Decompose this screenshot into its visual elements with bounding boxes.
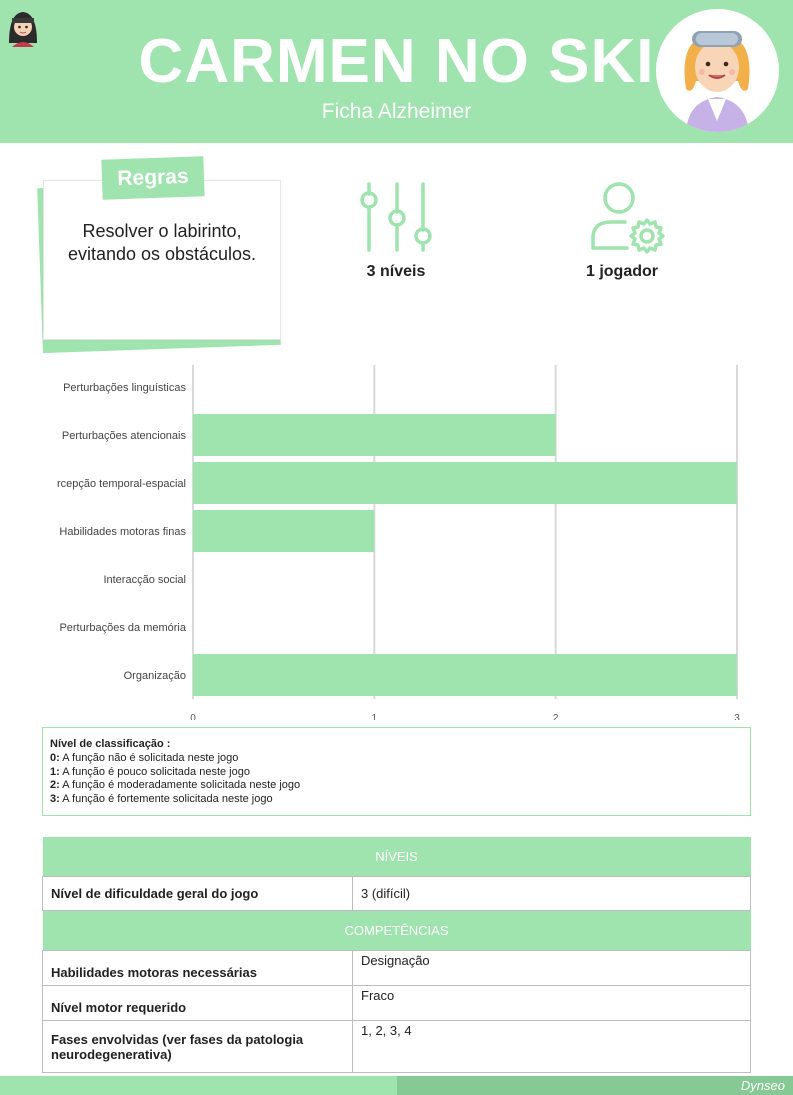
category-label: rcepção temporal-espacial xyxy=(56,478,186,490)
legend-title: Nível de classificação : xyxy=(50,738,171,750)
brand-logo: Dynseo xyxy=(740,1078,785,1093)
x-tick-label: 2 xyxy=(552,713,559,720)
legend-line: 3: A função é fortemente solicitada neste jogo xyxy=(50,793,273,805)
levels-heading: NÍVEIS xyxy=(43,837,751,877)
bar xyxy=(193,462,737,504)
category-label: Perturbações da memória xyxy=(59,622,186,634)
skills-heading: COMPETÊNCIAS xyxy=(43,911,751,951)
category-label: Perturbações linguísticas xyxy=(63,382,186,394)
players-count: 1 jogador xyxy=(585,263,658,280)
user-gear-icon xyxy=(589,180,669,256)
category-label: Habilidades motoras finas xyxy=(59,526,186,538)
bar xyxy=(193,414,556,456)
skill-value: Fraco xyxy=(353,986,751,1021)
levels-table xyxy=(42,837,751,1073)
legend-line: 2: A função é moderadamente solicitada neste jogo xyxy=(50,779,301,791)
skill-label: Habilidades motoras necessárias xyxy=(43,951,353,986)
x-tick-label: 0 xyxy=(190,713,196,720)
levels-count: 3 níveis xyxy=(366,263,426,280)
x-tick-label: 1 xyxy=(371,713,378,720)
category-label: Perturbações atencionais xyxy=(61,430,186,442)
character-avatar xyxy=(656,9,779,132)
rules-tag: Regras xyxy=(101,156,204,200)
skill-label: Fases envolvidas (ver fases da patologia neurodegenerativa) xyxy=(43,1021,353,1073)
skill-value: Designação xyxy=(353,951,751,986)
rating-legend xyxy=(42,727,751,816)
bar xyxy=(193,654,737,696)
footer-bar-right xyxy=(397,1076,793,1095)
x-tick-label: 3 xyxy=(734,713,740,720)
category-label: Organização xyxy=(123,670,186,682)
category-label: Interacção social xyxy=(103,574,186,586)
rules-text: Resolver o labirinto, evitando os obstáculos. xyxy=(67,221,257,264)
legend-line: 1: A função é pouco solicitada neste jogo xyxy=(50,766,250,778)
legend-line: 0: A função não é solicitada neste jogo xyxy=(50,752,239,764)
bar-chart xyxy=(0,360,793,720)
skill-value: 1, 2, 3, 4 xyxy=(353,1021,751,1073)
skill-label: Nível motor requerido xyxy=(43,986,353,1021)
sliders-icon xyxy=(355,180,439,256)
footer-bar-left xyxy=(0,1076,397,1095)
difficulty-value: 3 (difícil) xyxy=(353,877,751,911)
page-title: CARMEN NO SKI xyxy=(138,27,655,96)
difficulty-label: Nível de dificuldade geral do jogo xyxy=(43,877,353,911)
page-subtitle: Ficha Alzheimer xyxy=(321,100,472,123)
bar xyxy=(193,510,374,552)
